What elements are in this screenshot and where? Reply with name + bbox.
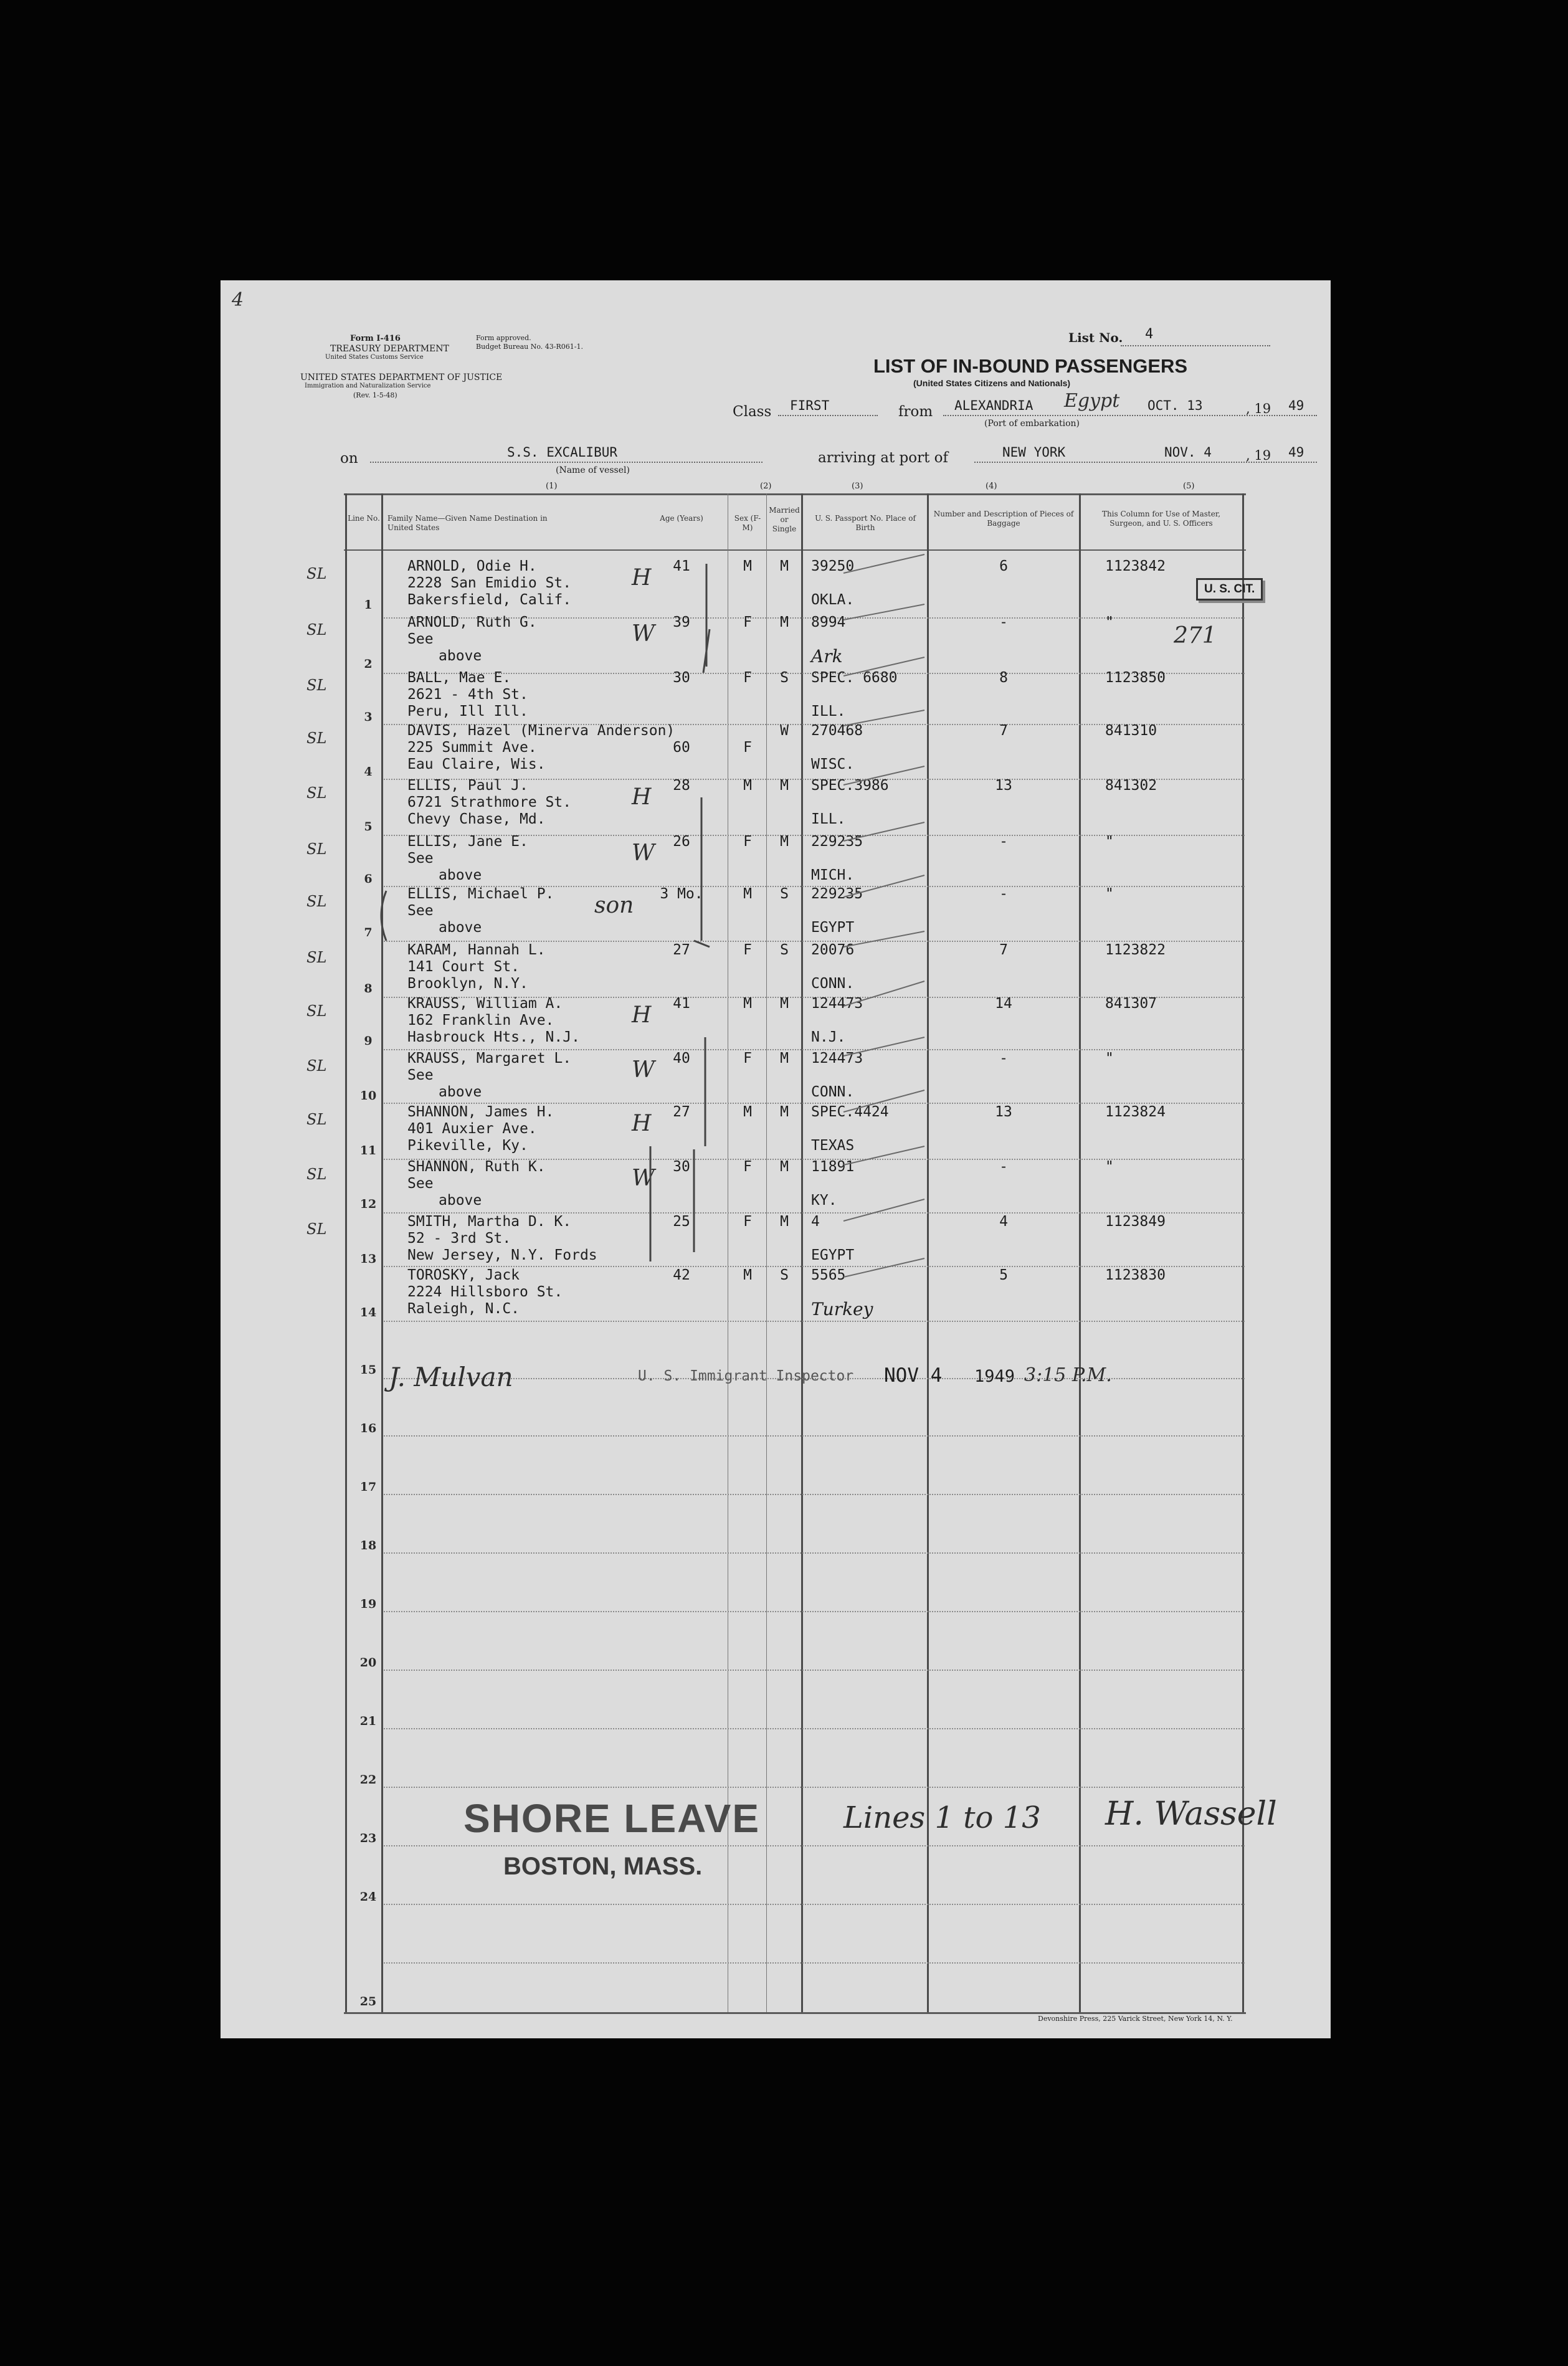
passenger-address-2: Peru, Ill Ill. [407, 703, 528, 720]
official-number: " [1105, 886, 1114, 902]
passenger-marital-status: M [780, 558, 789, 574]
passenger-name: KRAUSS, Margaret L. [407, 1050, 572, 1067]
line-number: 7 [364, 926, 373, 939]
from-line [943, 415, 1317, 416]
official-number: " [1105, 614, 1114, 630]
arrival-date: NOV. 4 [1164, 445, 1212, 460]
port-of-embarkation: ALEXANDRIA [954, 398, 1033, 413]
row-rule [384, 1321, 1245, 1322]
page-number: 4 [232, 289, 244, 311]
margin-annotation: SL [306, 565, 327, 582]
passenger-address-1: 225 Summit Ave. [407, 739, 537, 756]
official-number: 841302 [1105, 777, 1157, 794]
passenger-name: BALL, Mae E. [407, 670, 511, 686]
place-of-birth: Turkey [811, 1299, 873, 1319]
passenger-age: 3 Mo. [660, 886, 703, 902]
line-number: 12 [359, 1197, 377, 1211]
inspection-date: NOV 4 [884, 1364, 943, 1387]
arrival-year: 49 [1288, 445, 1304, 460]
passenger-age: 27 [673, 1104, 690, 1120]
margin-annotation: SL [306, 677, 327, 694]
passenger-name: TOROSKY, Jack [407, 1267, 520, 1283]
passenger-name: ELLIS, Michael P. [407, 886, 554, 902]
vessel-line [370, 462, 763, 463]
passenger-age: 41 [673, 995, 690, 1012]
handwritten-relation-mark: son [594, 893, 634, 918]
treasury-department: TREASURY DEPARTMENT [330, 344, 449, 354]
place-of-birth: N.J. [811, 1029, 846, 1045]
shore-leave-location: BOSTON, MASS. [503, 1853, 703, 1880]
official-number: " [1105, 1159, 1114, 1175]
passenger-marital-status: S [780, 670, 789, 686]
passenger-age: 60 [673, 739, 690, 756]
place-of-birth: EGYPT [811, 919, 855, 936]
passenger-address-1: 162 Franklin Ave. [407, 1012, 554, 1029]
baggage-count: 7 [999, 942, 1008, 958]
revision-date: (Rev. 1-5-48) [353, 391, 397, 399]
passenger-name: ELLIS, Jane E. [407, 834, 528, 850]
passenger-address-2: Eau Claire, Wis. [407, 756, 546, 772]
passenger-sex: M [743, 558, 752, 574]
margin-annotation: SL [306, 784, 327, 802]
header-baggage: Number and Description of Pieces of Baggage [933, 510, 1074, 528]
passenger-age: 27 [673, 942, 690, 958]
passenger-marital-status: M [780, 777, 789, 794]
row-rule [384, 1670, 1245, 1671]
official-number: " [1105, 1050, 1114, 1067]
official-number: 841307 [1105, 995, 1157, 1012]
arriving-label: arriving at port of [818, 450, 948, 466]
budget-bureau: Budget Bureau No. 43-R061-1. [476, 343, 584, 351]
passport-number: 8994 [811, 614, 846, 630]
passenger-address-1: 2621 - 4th St. [407, 687, 528, 703]
embarkation-country-note: Egypt [1064, 390, 1120, 412]
passenger-name: ARNOLD, Odie H. [407, 558, 537, 574]
table-bottom-rule [344, 2012, 1246, 2014]
handwritten-relation-mark: W [632, 1057, 655, 1083]
printer-imprint: Devonshire Press, 225 Varick Street, New York 14, N. Y. [1038, 2015, 1233, 2023]
passenger-marital-status: M [780, 614, 789, 630]
passenger-address-2: above [439, 867, 482, 883]
passenger-sex: M [743, 1267, 752, 1283]
inspector-signature: J. Mulvan [389, 1362, 513, 1392]
passport-number: SPEC. 6680 [811, 670, 898, 686]
passenger-address-1: See [407, 1176, 434, 1192]
col-rule [1242, 493, 1244, 2013]
from-year-prefix: , 19 [1246, 401, 1271, 416]
passenger-age: 42 [673, 1267, 690, 1283]
passenger-sex: F [743, 614, 752, 630]
us-cit-stamp: U. S. CIT. [1196, 578, 1263, 601]
col-num-1: (1) [546, 482, 558, 491]
official-number: 1123830 [1105, 1267, 1166, 1283]
passenger-age: 30 [673, 670, 690, 686]
passport-number: SPEC.3986 [811, 777, 889, 794]
passenger-address-2: Raleigh, N.C. [407, 1301, 520, 1317]
passenger-address-2: above [439, 919, 482, 936]
handwritten-relation-mark: H [632, 784, 652, 810]
class-label: Class [733, 404, 772, 420]
inspector-label: U. S. Immigrant Inspector [638, 1368, 854, 1384]
arrival-port: NEW YORK [1002, 445, 1066, 460]
passenger-address-2: Brooklyn, N.Y. [407, 976, 528, 992]
passenger-sex: F [743, 942, 752, 958]
passenger-marital-status: M [780, 995, 789, 1012]
passenger-marital-status: M [780, 834, 789, 850]
embarkation-date: OCT. 13 [1147, 398, 1203, 413]
line-number: 4 [364, 765, 373, 779]
official-number: 1123822 [1105, 942, 1166, 958]
passenger-name: KRAUSS, William A. [407, 995, 563, 1012]
col-rule [801, 493, 803, 2013]
line-number: 21 [359, 1714, 377, 1728]
form-title: LIST OF IN-BOUND PASSENGERS [873, 355, 1188, 377]
line-number: 13 [359, 1252, 377, 1266]
margin-annotation: SL [306, 621, 327, 639]
line-number: 16 [359, 1422, 377, 1435]
passenger-address-1: 52 - 3rd St. [407, 1230, 511, 1247]
passenger-address-2: above [439, 1192, 482, 1209]
passenger-marital-status: S [780, 1267, 789, 1283]
passenger-age: 30 [673, 1159, 690, 1175]
row-rule [384, 1904, 1245, 1905]
line-number: 9 [364, 1034, 373, 1048]
passenger-marital-status: M [780, 1214, 789, 1230]
place-of-birth: WISC. [811, 756, 855, 772]
passport-number: SPEC.4424 [811, 1104, 889, 1120]
passport-number: 124473 [811, 1050, 863, 1067]
baggage-count: 14 [995, 995, 1012, 1012]
header-official-use: This Column for Use of Master, Surgeon, and U. S. Officers [1101, 510, 1221, 528]
passenger-list-page [221, 280, 1331, 2038]
col-rule [927, 493, 929, 2013]
place-of-birth: KY. [811, 1192, 837, 1209]
line-number: 20 [359, 1656, 377, 1670]
baggage-count: 4 [999, 1214, 1008, 1230]
handwritten-relation-mark: W [632, 840, 655, 866]
header-passport: U. S. Passport No. Place of Birth [815, 514, 916, 532]
form-approved: Form approved. [476, 334, 531, 342]
passenger-name: ELLIS, Paul J. [407, 777, 528, 794]
margin-annotation: SL [306, 893, 327, 910]
line-number: 25 [359, 1995, 377, 2008]
passenger-age: 39 [673, 614, 690, 630]
passenger-address-2: New Jersey, N.Y. Fords [407, 1247, 597, 1263]
passenger-name: DAVIS, Hazel (Minerva Anderson) [407, 723, 675, 739]
passport-number: 11891 [811, 1159, 855, 1175]
baggage-count: - [999, 886, 1008, 902]
margin-annotation: SL [306, 729, 327, 747]
table-top-rule [344, 493, 1246, 495]
line-number: 24 [359, 1890, 377, 1904]
passenger-marital-status: S [780, 886, 789, 902]
handwritten-relation-mark: H [632, 565, 652, 591]
baggage-count: 5 [999, 1267, 1008, 1283]
row-rule [384, 1787, 1245, 1788]
official-number: 1123850 [1105, 670, 1166, 686]
baggage-count: 8 [999, 670, 1008, 686]
line-number: 6 [364, 872, 373, 886]
shore-leave-lines-note: Lines 1 to 13 [843, 1800, 1041, 1835]
passenger-age: 41 [673, 558, 690, 574]
row-rule [384, 1435, 1245, 1437]
row-rule [384, 1962, 1245, 1964]
customs-service: United States Customs Service [325, 354, 424, 361]
baggage-count: - [999, 1050, 1008, 1067]
on-label: on [340, 450, 358, 467]
baggage-count: 7 [999, 723, 1008, 739]
place-of-birth: CONN. [811, 1084, 855, 1100]
official-number: 1123842 [1105, 558, 1166, 574]
header-sex: Sex (F-M) [734, 514, 761, 532]
passenger-address-1: 2224 Hillsboro St. [407, 1284, 563, 1300]
col-rule [1079, 493, 1081, 2013]
list-no-line [1121, 345, 1270, 346]
header-age: Age (Years) [660, 514, 703, 523]
baggage-count: 6 [999, 558, 1008, 574]
line-number: 15 [359, 1363, 377, 1377]
passenger-address-1: See [407, 631, 434, 647]
class-value: FIRST [790, 398, 830, 413]
passport-number: 124473 [811, 995, 863, 1012]
place-of-birth: OKLA. [811, 592, 855, 608]
passenger-address-1: 401 Auxier Ave. [407, 1121, 537, 1137]
place-of-birth: ILL. [811, 811, 846, 827]
passport-number: 39250 [811, 558, 855, 574]
passenger-address-2: Hasbrouck Hts., N.J. [407, 1029, 580, 1045]
passenger-marital-status: M [780, 1050, 789, 1067]
passenger-marital-status: M [780, 1104, 789, 1120]
passenger-address-1: 2228 San Emidio St. [407, 575, 572, 591]
line-number: 19 [359, 1597, 377, 1611]
class-line [778, 415, 878, 416]
baggage-count: - [999, 614, 1008, 630]
handwritten-relation-mark: H [632, 1002, 652, 1028]
passenger-address-2: above [439, 648, 482, 664]
passenger-sex: M [743, 1104, 752, 1120]
passenger-age: 40 [673, 1050, 690, 1067]
arrival-year-prefix: , 19 [1246, 448, 1271, 463]
col-num-3: (3) [852, 482, 863, 491]
official-number: " [1105, 834, 1114, 850]
inspection-year: 1949 [974, 1367, 1015, 1386]
row-rule [384, 1845, 1245, 1846]
passenger-address-1: 141 Court St. [407, 959, 520, 975]
line-number: 11 [359, 1144, 377, 1157]
line-number: 2 [364, 657, 373, 671]
line-number: 3 [364, 710, 373, 724]
official-number: 1123824 [1105, 1104, 1166, 1120]
passenger-sex: M [743, 995, 752, 1012]
page-count-note: 271 [1174, 623, 1217, 649]
line-number: 10 [359, 1089, 377, 1103]
vessel-name: S.S. EXCALIBUR [507, 445, 618, 460]
line-number: 22 [359, 1773, 377, 1787]
place-of-birth: MICH. [811, 867, 855, 883]
line-number: 1 [364, 598, 373, 612]
handwritten-relation-mark: H [632, 1111, 652, 1136]
col-num-5: (5) [1183, 482, 1195, 491]
row-rule [384, 1728, 1245, 1729]
margin-annotation: SL [306, 1166, 327, 1183]
passenger-marital-status: S [780, 942, 789, 958]
passenger-sex: F [743, 1050, 752, 1067]
row-rule [384, 1494, 1245, 1495]
baggage-count: - [999, 1159, 1008, 1175]
passenger-address-1: See [407, 850, 434, 867]
arriving-line [974, 462, 1317, 463]
passenger-age: 28 [673, 777, 690, 794]
passenger-sex: F [743, 834, 752, 850]
place-of-birth: EGYPT [811, 1247, 855, 1263]
form-number: Form I-416 [350, 334, 401, 343]
passenger-name: ARNOLD, Ruth G. [407, 614, 537, 630]
justice-department: UNITED STATES DEPARTMENT OF JUSTICE [300, 373, 503, 382]
line-number: 23 [359, 1832, 377, 1845]
col-num-4: (4) [986, 482, 997, 491]
passenger-address-1: See [407, 1067, 434, 1083]
passenger-name: KARAM, Hannah L. [407, 942, 546, 958]
passenger-sex: F [743, 670, 752, 686]
place-of-birth: TEXAS [811, 1138, 855, 1154]
margin-annotation: SL [306, 1111, 327, 1128]
line-number: 5 [364, 820, 373, 834]
from-year: 49 [1288, 398, 1304, 413]
row-rule [384, 1611, 1245, 1612]
passenger-sex: M [743, 886, 752, 902]
baggage-count: 13 [995, 1104, 1012, 1120]
header-line-no: Line No. [348, 514, 380, 523]
header-married: Married or Single [769, 506, 800, 533]
shore-leave-stamp: SHORE LEAVE [463, 1796, 760, 1841]
vessel-caption: (Name of vessel) [556, 465, 630, 475]
place-of-birth: CONN. [811, 976, 855, 992]
shore-leave-signature: H. Wassell [1105, 1795, 1277, 1833]
passenger-sex: F [743, 1214, 752, 1230]
from-label: from [898, 404, 933, 420]
passport-number: 270468 [811, 723, 863, 739]
port-embarkation-caption: (Port of embarkation) [984, 419, 1080, 429]
passenger-name: SHANNON, Ruth K. [407, 1159, 546, 1175]
passenger-age: 25 [673, 1214, 690, 1230]
line-number: 8 [364, 982, 373, 995]
passenger-address-2: Bakersfield, Calif. [407, 592, 572, 608]
passenger-address-1: 6721 Strathmore St. [407, 794, 572, 810]
passport-number: 4 [811, 1214, 820, 1230]
passenger-name: SMITH, Martha D. K. [407, 1214, 572, 1230]
margin-annotation: SL [306, 1220, 327, 1238]
passenger-address-2: above [439, 1084, 482, 1100]
passport-number: 5565 [811, 1267, 846, 1283]
passport-number: 229235 [811, 834, 863, 850]
passenger-address-2: Pikeville, Ky. [407, 1138, 528, 1154]
col-rule [345, 493, 347, 2013]
ins-service: Immigration and Naturalization Service [305, 382, 431, 389]
passenger-marital-status: M [780, 1159, 789, 1175]
form-subtitle: (United States Citizens and Nationals) [913, 378, 1071, 388]
passenger-address-1: See [407, 903, 434, 919]
official-number: 1123849 [1105, 1214, 1166, 1230]
list-no: 4 [1145, 326, 1154, 342]
handwritten-relation-mark: W [632, 1166, 655, 1191]
passport-number: 20076 [811, 942, 855, 958]
passenger-sex: M [743, 777, 752, 794]
list-no-label: List No. [1068, 330, 1123, 345]
official-number: 841310 [1105, 723, 1157, 739]
header-bottom-rule [344, 549, 1246, 551]
line-number: 18 [359, 1539, 377, 1552]
passenger-marital-status: W [780, 723, 789, 739]
col-rule-thin [766, 493, 767, 2013]
margin-annotation: SL [306, 949, 327, 966]
margin-annotation: SL [306, 1057, 327, 1075]
place-of-birth: ILL. [811, 703, 846, 720]
handwritten-relation-mark: W [632, 621, 655, 647]
passenger-sex: F [743, 739, 752, 756]
inspection-time: 3:15 P.M. [1024, 1364, 1112, 1386]
line-number: 17 [359, 1480, 377, 1494]
col-num-2: (2) [760, 482, 772, 491]
passenger-name: SHANNON, James H. [407, 1104, 554, 1120]
margin-annotation: SL [306, 1002, 327, 1020]
header-name: Family Name—Given Name Destination in United States [387, 514, 548, 532]
passenger-sex: F [743, 1159, 752, 1175]
margin-annotation: SL [306, 840, 327, 858]
passenger-address-2: Chevy Chase, Md. [407, 811, 546, 827]
baggage-count: - [999, 834, 1008, 850]
line-number: 14 [359, 1306, 377, 1319]
passport-number: 229235 [811, 886, 863, 902]
passenger-age: 26 [673, 834, 690, 850]
col-rule [381, 493, 383, 2013]
place-of-birth: Ark [811, 646, 843, 667]
baggage-count: 13 [995, 777, 1012, 794]
row-rule [384, 1552, 1245, 1554]
